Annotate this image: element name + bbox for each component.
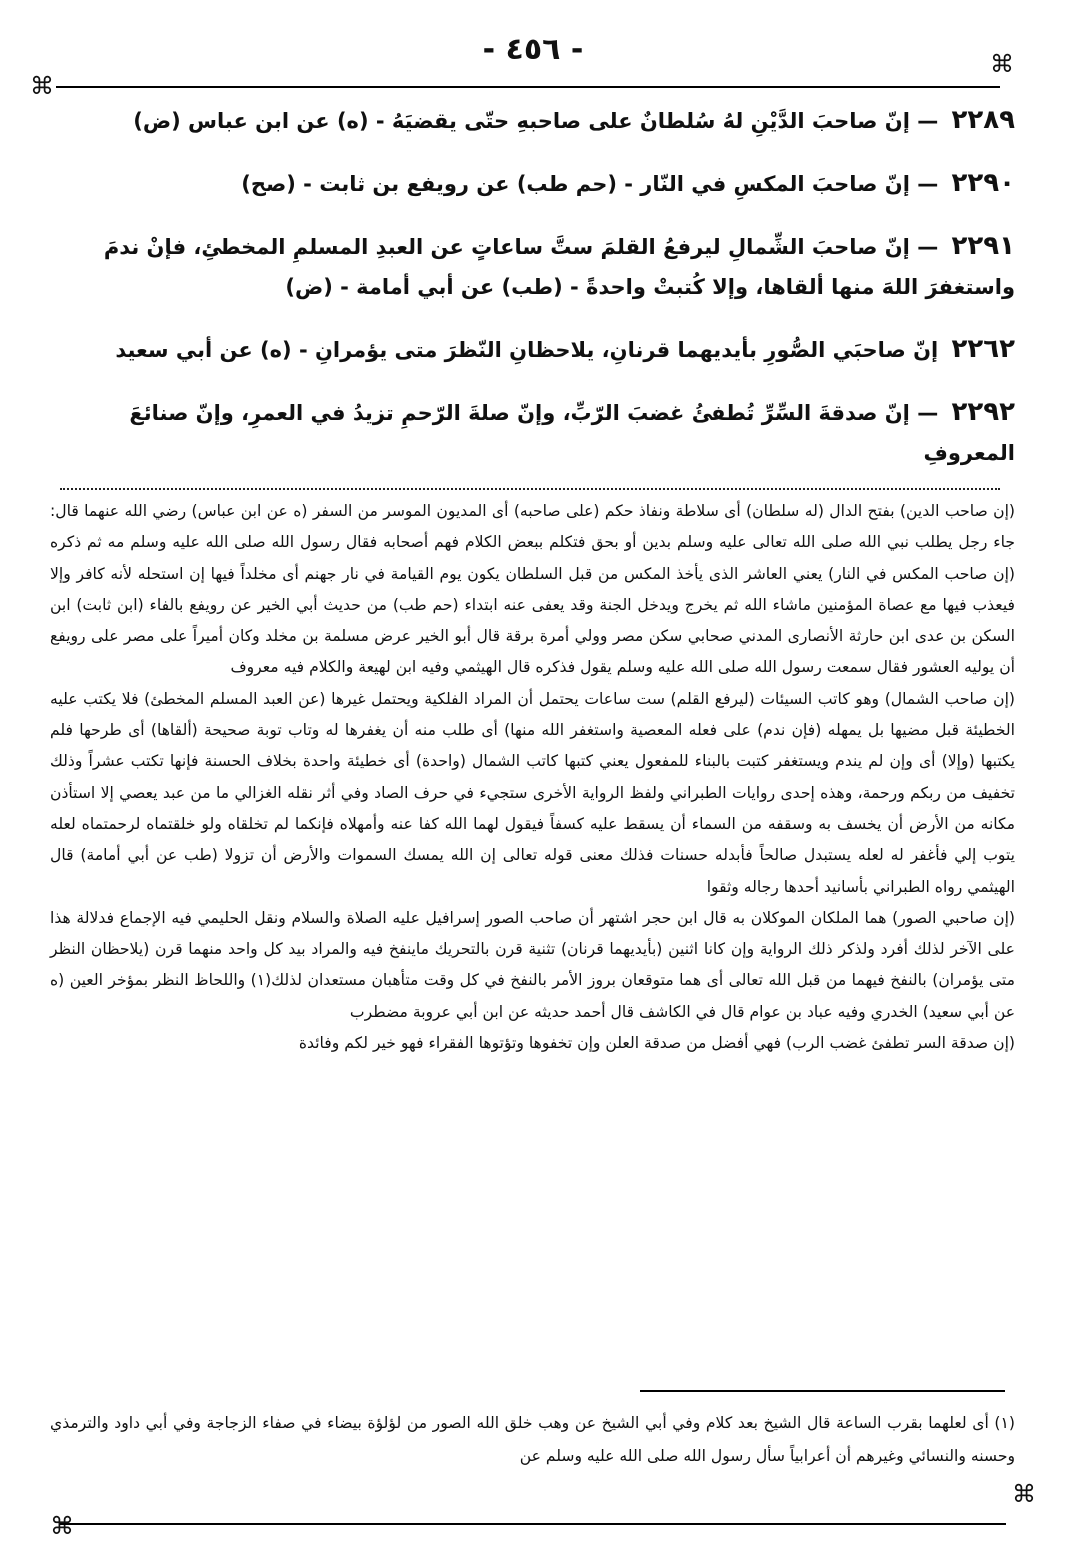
commentary-paragraph: (إن صاحب الشمال) وهو كاتب السيئات (ليرفع القلم) ست ساعات يحتمل أن المراد الفلكية ويحتمل غيرها (عن العبد المسلم المخطئ) فلا يكتب عليه الخطيئة قبل مضيها بل يمهله (فإن ندم) على فعله المعصية واستغفر الله منها) أى طلب منه أن يغفرها له وتاب توبة صحيحة (ألقاها) أى طرحها فلم يكتبها (وإلا) أى وإن لم يندم ويستغفر كتبت بالبناء للمفعول يعني كتبها كاتب الشمال (واحدة) أى خطيئة واحدة بخلاف الحسنة فإنها تكتب عشراً وذلك تخفيف من ربكم ورحمة، وهذه إحدى روايات الطبراني ولفظ الرواية الأخرى ستجيء في حرف الصاد وفي أثر نقله الغزالي ما من عبد يعصي إلا استأذن مكانه من الأرض أن يخسف به وسقفه من السماء أن يسقط عليه كسفاً فيقول لهما الله كفا عنه وأمهلاه فإنكما لم تخلقاه ولو خلقتماه لرحمتماه لعله يتوب إلي فأغفر له لعله يستبدل صالحاً فأبدله حسنات فذلك معنى قوله تعالى إن الله يمسك السموات والأرض أن تزولا (طب عن أبي أمامة) قال الهيثمي رواه الطبراني بأسانيد أحدها رجاله وثقوا <box>50 689 1015 896</box>
hadith-text: — إنّ صاحبَ المكسِ في النّار - (حم طب) عن رويفع بن ثابت - (صح) <box>241 172 939 196</box>
commentary-paragraph: (إن صدقة السر تطفئ غضب الرب) فهي أفضل من صدقة العلن وإن تخفوها وتؤتوها الفقراء فهو خير لكم وفائدة <box>298 1034 1015 1053</box>
hadith-entry <box>50 329 1015 370</box>
commentary-paragraph: (إن صاحب الدين) بفتح الدال (له سلطان) أى سلاطة ونفاذ حكم (على صاحبه) أى المديون الموسر من السفر (ه عن ابن عباس) رضي الله عنهما قال: جاء رجل يطلب نبي الله صلى الله تعالى عليه وسلم بدين أو بحق فتكلم ببعض الكلام فهم أصحابه فقال رسول الله صلى الله عليه وسلم مه ثم ذكره (إن صاحب المكس في النار) يعني العاشر الذى يأخذ المكس من قبل السلطان يكون يوم القيامة في نار جهنم أى مخلداً فيها إن استحله لأنه كافر وإلا فيعذب فيها مع عصاة المؤمنين ماشاء الله ثم يخرج ويدخل الجنة وقد يعفى عنه ابتداء (حم طب) من حديث أبي الخير عن رويفع بالفاء (ابن ثابت) ابن السكن بن عدى ابن حارثة الأنصارى المدني صحابي سكن مصر وولي أمرة برقة قال أبو الخير عرض مسلمة بن مخلد وكان أميراً على مصر على رويفع أن يوليه العشور فقال سمعت رسول الله صلى الله عليه وسلم يقول فذكره قال الهيثمي وفيه ابن لهيعة والكلام فيه معروف <box>50 502 1015 677</box>
page-number: - ٤٥٦ - <box>482 32 584 67</box>
hadith-number: ٢٢٨٩ <box>951 105 1015 135</box>
hadith-entry <box>50 226 1015 307</box>
corner-ornament-icon: ⌘ <box>30 72 54 100</box>
hadith-number: ٢٢٦٢ <box>951 334 1015 364</box>
commentary-paragraph: (إن صاحبي الصور) هما الملكان الموكلان به قال ابن حجر اشتهر أن صاحب الصور إسرافيل عليه الصلاة والسلام ونقل الحليمي فيه الإجماع فدلالة هذا على الآخر لذلك أفرد ولذكر ذلك الرواية وإن كانا اثنين (بأيديهما قرنان) تثنية قرن بالتحريك ماينفخ فيه والمراد بيد كل واحد منهما قرن (يلاحظان النظر متى يؤمران) بالنفخ فيهما من قبل الله تعالى أى هما متوقعان بروز الأمر بالنفخ في كل وقت متأهبان مستعدان لذلك(١) واللحاظ النظر بمؤخر العين (ه عن أبي سعيد) الخدري وفيه عباد بن عوام قال في الكاشف قال أحمد حديثه عن ابن أبي عروبة مضطرب <box>50 908 1015 1021</box>
hadith-number: ٢٢٩٢ <box>951 397 1015 427</box>
hadith-entry <box>50 163 1015 204</box>
hadith-text: — إنّ صاحبَ الدَّيْنِ لهُ سُلطانٌ على صاحبهِ حتّى يقضيَهُ - (ه) عن ابن عباس (ض) <box>133 109 939 133</box>
corner-ornament-icon: ⌘ <box>990 50 1014 78</box>
hadith-number: ٢٢٩١ <box>951 231 1015 261</box>
hadith-text: — إنّ صدقةَ السِّرِّ تُطفئُ غضبَ الرّبِّ، وإنّ صلةَ الرّحمِ تزيدُ في العمرِ، وإنّ صنائعَ المعروفِ <box>129 401 1015 465</box>
hadith-entry <box>50 100 1015 141</box>
hadith-number: ٢٢٩٠ <box>951 168 1015 198</box>
section-divider <box>60 488 1000 490</box>
commentary <box>50 496 1015 1059</box>
hadith-entry <box>50 392 1015 473</box>
header-rule <box>56 86 1000 88</box>
corner-ornament-icon: ⌘ <box>1012 1480 1036 1508</box>
corner-ornament-icon: ⌘ <box>50 1512 74 1540</box>
footnote: (١) أى لعلهما بقرب الساعة قال الشيخ بعد كلام وفي أبي الشيخ عن وهب خلق الله الصور من لؤلؤة بيضاء في صفاء الزجاجة وفي أبي داود والترمذي وحسنه والنسائي وغيرهم أن أعرابياً سأل رسول الله صلى الله عليه وسلم عن <box>50 1414 1015 1465</box>
footnote-rule <box>640 1390 1005 1392</box>
hadith-list <box>50 100 1015 495</box>
hadith-text: إنّ صاحبَي الصُّورِ بأيديهما قرنانِ، يلاحظانِ النّظرَ متى يؤمرانِ - (ه) عن أبي سعيد <box>115 338 939 362</box>
hadith-text: — إنّ صاحبَ الشِّمالِ ليرفعُ القلمَ ستَّ ساعاتٍ عن العبدِ المسلمِ المخطئِ، فإنْ ندمَ واستغفرَ اللهَ منها ألقاها، وإلا كُتبتْ واحدةً - (طب) عن أبي أمامة - (ض) <box>103 235 1015 299</box>
footer-rule <box>60 1523 1006 1525</box>
